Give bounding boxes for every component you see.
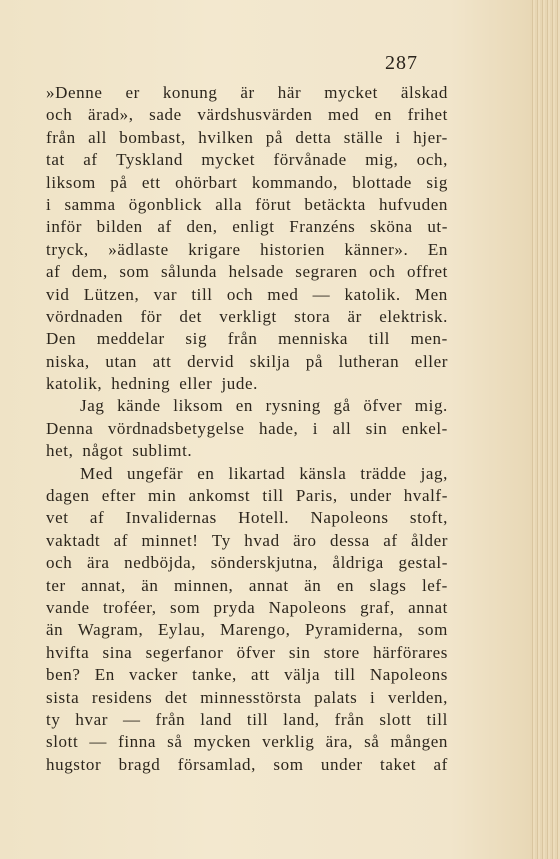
text-line: sista residens det minnesstörsta palats i verlden, [46,687,448,707]
text-line: tryck, »ädlaste krigare historien känner». En [46,239,448,259]
text-line: ben? En vacker tanke, att välja till Napoleons [46,665,448,685]
text-line: vid Lützen, var till och med — katolik. Men [46,284,448,304]
text-line: tat af Tyskland mycket förvånade mig, och, [46,150,448,170]
text-line: Denna vördnadsbetygelse hade, i all sin enkel- [46,418,448,438]
page-number: 287 [385,52,418,74]
text-line: och ärad», sade värdshusvärden med en frihet [46,105,448,125]
text-line: slott — finna så mycken verklig ära, så mången [46,732,448,752]
text-line: Med ungefär en likartad känsla trädde jag, [80,463,448,483]
text-line: vördnaden för det verkligt stora är elektrisk. [46,306,448,326]
text-line: af dem, som sålunda helsade segraren och offret [46,262,448,282]
text-line: inför bilden af den, enligt Franzéns sköna ut- [46,217,448,237]
text-line: hvifta sina segerfanor öfver sin store härförares [46,642,448,662]
page-stack-edge [530,0,560,859]
text-line: ty hvar — från land till land, från slott till [46,709,448,729]
text-line: från all bombast, hvilken på detta ställe i hjer- [46,127,448,147]
text-line: Den meddelar sig från menniska till men- [46,329,448,349]
text-line: vaktadt af minnet! Ty hvad äro dessa af ålder [46,530,448,550]
text-line: Jag kände liksom en rysning gå öfver mig. [80,396,448,416]
text-line: vet af Invalidernas Hotell. Napoleons stoft, [46,508,448,528]
text-line: hugstor bragd församlad, som under taket af [46,754,448,774]
text-line: het, något sublimt. [46,441,193,461]
text-line: liksom på ett ohörbart kommando, blottade sig [46,172,448,192]
text-line: ter annat, än minnen, annat än en slags lef- [46,575,448,595]
text-line: och ära nedböjda, sönderskjutna, åldriga gestal- [46,553,448,573]
text-line: än Wagram, Eylau, Marengo, Pyramiderna, som [46,620,448,640]
text-line: »Denne er konung är här mycket älskad [46,83,448,102]
text-line: dagen efter min ankomst till Paris, under hvalf- [46,486,448,506]
text-line: katolik, hedning eller jude. [46,374,258,394]
text-line: i samma ögonblick alla förut betäckta hufvuden [46,194,448,214]
text-line: niska, utan att dervid skilja på lutheran eller [46,351,448,371]
text-line: vande troféer, som pryda Napoleons graf, annat [46,597,448,617]
body-text [46,82,448,776]
